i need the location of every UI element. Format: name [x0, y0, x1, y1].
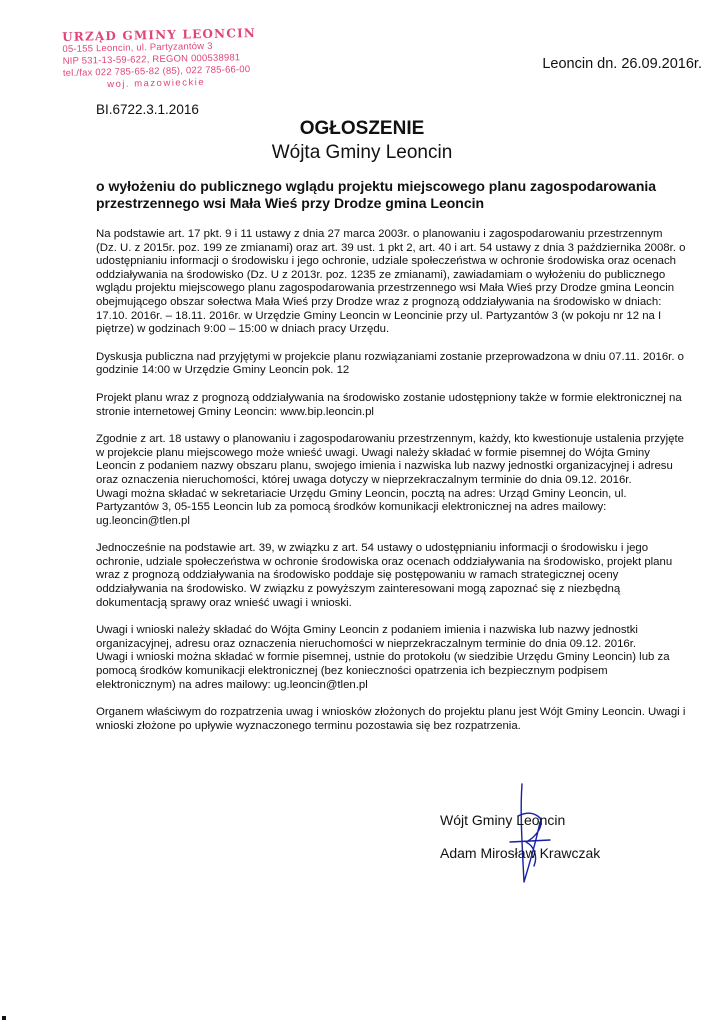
paragraph-legal-basis: Na podstawie art. 17 pkt. 9 i 11 ustawy z dnia 27 marca 2003r. o planowaniu i zagospodarowaniu przestrzennym (Dz. U. z 2015r. poz. 199 ze zmianami) oraz art. 39 ust. 1 pkt 2, art. 40 i art. 54 ustawy z dnia 3 października 2008r. o udostępnianiu informacji o środowisku i jego ochronie, udziale społeczeństwa w ochronie środowiska oraz ocenach oddziaływania na środowisko (Dz. U z 2013r. poz. 1235 ze zmianami), zawiadamiam o wyłożeniu do publicznego wglądu projektu miejscowego planu zagospodarowania przestrzennego wsi Mała Wieś przy Drodze gmina Leoncin obejmującego obszar sołectwa Mała Wieś przy Drodze wraz z prognozą oddziaływania na środowisko w dniach: 17.10. 2016r. – 18.11. 2016r. w Urzędzie Gminy Leoncin w Leoncinie przy ul. Partyzantów 3 (w pokoju nr 12 na I piętrze) w godzinach 9:00 – 15:00 w dniach pracy Urzędu.	[96, 228, 686, 336]
paragraph-public-discussion: Dyskusja publiczna nad przyjętymi w projekcie planu rozwiązaniami zostanie przeprowadzona w dniu 07.11. 2016r. o godzinie 14:00 w Urzędzie Gminy Leoncin pok. 12	[96, 350, 684, 377]
stamp-address: 05-155 Leoncin, ul. Partyzantów 3	[62, 40, 213, 55]
paragraph-comments-submission: Uwagi można składać w sekretariacie Urzędu Gminy Leoncin, pocztą na adres: Urząd Gminy Leoncin, ul. Partyzantów 3, 05-155 Leoncin lub za pomocą środków komunikacji elektronicznej na adres mailowy: ug.leoncin@tlen.pl	[96, 487, 627, 527]
signatory-role: Wójt Gminy Leoncin	[440, 812, 566, 828]
paragraph-online-availability: Projekt planu wraz z prognozą oddziaływania na środowisko zostanie udostępniony także w formie elektronicznej na stronie internetowej Gminy Leoncin: www.bip.leoncin.pl	[96, 391, 682, 418]
announcement-heading: o wyłożeniu do publicznego wglądu projektu miejscowego planu zagospodarowania przestrzennego wsi Mała Wieś przy Drodze gmina Leoncin	[96, 178, 657, 211]
handwritten-signature	[500, 782, 560, 894]
stamp-region: woj. mazowieckie	[107, 77, 206, 91]
signatory-name: Adam Mirosław Krawczak	[440, 845, 601, 861]
paragraph-comments-rules: Zgodnie z art. 18 ustawy o planowaniu i zagospodarowaniu przestrzennym, każdy, kto kwestionuje ustalenia przyjęte w projekcie planu miejscowego może wnieść uwagi. Uwagi należy składać w formie pisemnej do Wójta Gminy Leoncin z podaniem nazwy obszaru planu, swojego imienia i nazwiska lub nazwy jednostki organizacyjnej i adresu oraz oznaczenia nieruchomości, której uwaga dotyczy w nieprzekraczalnym terminie do dnia 09.12. 2016r.	[96, 433, 684, 486]
paragraph-competent-authority: Organem właściwym do rozpatrzenia uwag i wniosków złożonych do projektu planu jest Wójt Gminy Leoncin. Uwagi i wnioski złożone po upływie wyznaczonego terminu pozostawia się bez rozpatrzenia.	[96, 706, 686, 732]
stamp-ids: NIP 531-13-59-622, REGON 000538981	[62, 52, 241, 67]
paragraph-environmental-assessment: Jednocześnie na podstawie art. 39, w związku z art. 54 ustawy o udostępnianiu informacji o środowisku i jego ochronie, udziale społeczeństwa w ochronie środowiska oraz ocenach oddziaływania na środowisko, projekt planu wraz z prognozą oddziaływania na środowisko poddaje się postępowaniu w ramach strategicznej oceny oddziaływania na środowisko. W związku z powyższym zainteresowani mogą zapoznać się z niezbędną dokumentacją sprawy oraz wnieść uwagi i wnioski.	[96, 542, 673, 609]
document-title: OGŁOSZENIE	[299, 118, 425, 139]
document-subtitle: Wójta Gminy Leoncin	[271, 142, 453, 163]
announcement-body	[96, 228, 686, 747]
stamp-phone: tel./fax 022 785-65-82 (85), 022 785-66-00	[62, 64, 251, 79]
reference-number: BI.6722.3.1.2016	[96, 102, 199, 117]
scan-mark	[2, 1016, 6, 1020]
office-stamp	[62, 26, 263, 92]
stamp-title: URZĄD GMINY LEONCIN	[62, 25, 257, 44]
paragraph-motions-submission: Uwagi i wnioski można składać w formie pisemnej, ustnie do protokołu (w siedzibie Urzędu Gminy Leoncin) lub za pomocą środków komunikacji elektronicznej (bez konieczności opatrzenia ich bezpiecznym podpisem elektronicznym) na adres mailowy: ug.leoncin@tlen.pl	[96, 651, 670, 691]
document-date: Leoncin dn. 26.09.2016r.	[542, 56, 702, 72]
paragraph-motions-deadline: Uwagi i wnioski należy składać do Wójta Gminy Leoncin z podaniem imienia i nazwiska lub nazwy jednostki organizacyjnej, adresu oraz oznaczenia nieruchomości w nieprzekraczalnym terminie do dnia 09.12. 2016r.	[96, 624, 638, 650]
